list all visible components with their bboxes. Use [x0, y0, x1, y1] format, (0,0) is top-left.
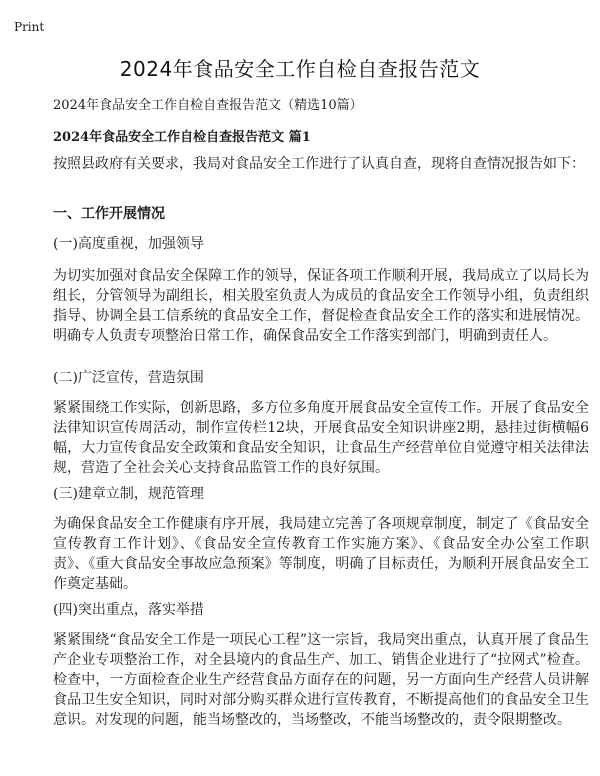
section-heading: 2024年食品安全工作自检自查报告范文 篇1: [53, 130, 311, 145]
document-title: 2024年食品安全工作自检自查报告范文: [119, 57, 481, 81]
item-heading: (一)高度重视，加强领导: [53, 236, 204, 252]
intro-paragraph: 按照县政府有关要求，我局对食品安全工作进行了认真自查，现将自查情况报告如下：: [53, 156, 585, 172]
item-paragraph: 为切实加强对食品安全保障工作的领导，保证各项工作顺利开展，我局成立了以局长为组长，分管领导为副组长，相关股室负责人为成员的食品安全工作领导小组，负责组织指导、协调全县工信系统的食品安全工作，督促检查食品安全工作的落实和进展情况。明确专人负责专项整治日常工作，确保食品安全工作落实到部门，明确到责任人。: [53, 268, 589, 344]
item-paragraph: 紧紧围绕“食品安全工作是一项民心工程”这一宗旨，我局突出重点，认真开展了食品生产企业专项整治工作，对全县境内的食品生产、加工、销售企业进行了“拉网式”检查。检查中，一方面检查企业生产经营食品方面存在的问题，另一方面向生产经营人员讲解食品卫生安全知识，同时对部分购买群众进行宣传教育，不断提高他们的食品安全卫生意识。对发现的问题，能当场整改的，当场整改，不能当场整改的，责令限期整改。: [53, 632, 589, 728]
document-subtitle: 2024年食品安全工作自检自查报告范文（精选10篇）: [53, 98, 363, 113]
item-heading: (四)突出重点，落实举措: [53, 602, 204, 618]
item-heading: (二)广泛宣传，营造氛围: [53, 370, 204, 386]
item-paragraph: 为确保食品安全工作健康有序开展，我局建立完善了各项规章制度，制定了《食品安全宣传教育工作计划》、《食品安全宣传教育工作实施方案》、《食品安全办公室工作职责》、《重大食品安全事故应急预案》等制度，明确了目标责任，为顺利开展食品安全工作奠定基础。: [53, 516, 589, 592]
print-link[interactable]: Print: [14, 20, 45, 34]
item-heading: (三)建章立制，规范管理: [53, 486, 204, 502]
part-heading: 一、工作开展情况: [53, 206, 165, 222]
item-paragraph: 紧紧围绕工作实际，创新思路，多方位多角度开展食品安全宣传工作。开展了食品安全法律知识宣传周活动，制作宣传栏12块，开展食品安全知识讲座2期，悬挂过街横幅6幅，大力宣传食品安全政策和食品安全知识，让食品生产经营单位自觉遵守相关法律法规，营造了全社会关心支持食品监管工作的良好氛围。: [53, 400, 589, 476]
